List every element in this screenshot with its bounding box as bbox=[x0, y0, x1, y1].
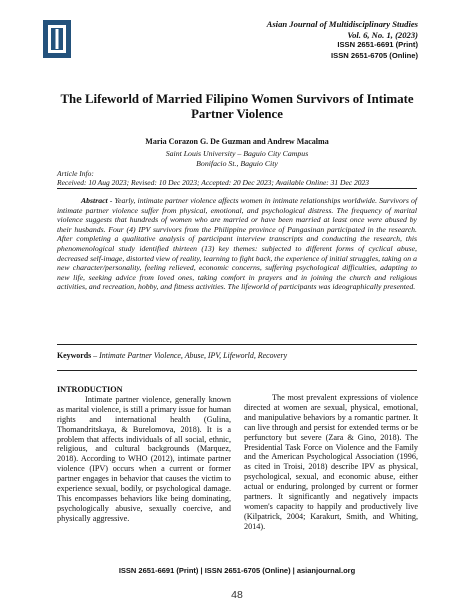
keywords-label: Keywords bbox=[57, 351, 92, 360]
column-right bbox=[244, 393, 418, 532]
keywords-text: Intimate Partner Violence, Abuse, IPV, Lifeworld, Recovery bbox=[99, 351, 288, 360]
abstract-text: - Yearly, intimate partner violence affects women in intimate relationships worldwide. Survivors of intimate partner violence suffer from physical, emotional, and psychological distress. The frequency of marital violence suggests that hundreds of women who are married or have been married at least once were abused by their husbands. Four (4) IPV survivors from the Philippine province of Pangasinan participated in the research. After completing a qualitative analysis of participant interview transcripts and conducting the research, this phenomenological study identified thirteen (13) key themes: subjected to different forms of cyclical abuse, decreased self-image, distorted view of reality, learning to fight back, the experience of initial struggles, taking on a new character/personality, feeling relieved, economic concerns, suffering psychological difficulties, adapting to new life, seeking advice from loved ones, taking comfort in prayers and in joining the church and religious activities, and recreation, hobby, and fitness activities. The lifeworld of participants was ideographically presented. bbox=[57, 196, 417, 292]
journal-logo bbox=[42, 19, 72, 59]
introduction-paragraph-2: The most prevalent expressions of violence directed at women are sexual, physical, emotional, and manipulative behaviors by a romantic partner. It can live through and persist for extended terms or be perfunctory but severe (Zara & Gino, 2018). The Presidential Task Force on Violence and the Family and the American Psychological Association (1996, as cited in Troisi, 2018) describe IPV as physical, psychological, sexual, and economic abuse, either actual or enduring, prolonged by current or former partners. It significantly and negatively impacts women's capacity to happily and productively live (Kilpatrick, 2004; Karakurt, Smith, and Whiting, 2014). bbox=[244, 393, 418, 531]
abstract-label: Abstract bbox=[81, 196, 108, 205]
introduction-heading: INTRODUCTION bbox=[57, 385, 123, 394]
issn-online: ISSN 2651-6705 (Online) bbox=[331, 50, 418, 60]
top-divider bbox=[57, 188, 417, 189]
article-dates: Received: 10 Aug 2023; Revised: 10 Dec 2023; Accepted: 20 Dec 2023; Available Online: 31 Dec 2023 bbox=[57, 178, 369, 187]
abstract-divider bbox=[57, 344, 417, 345]
authors: Maria Corazon G. De Guzman and Andrew Macalma bbox=[145, 137, 329, 146]
footer: ISSN 2651-6691 (Print) | ISSN 2651-6705 (Online) | asianjournal.org bbox=[118, 566, 356, 575]
journal-header bbox=[267, 19, 418, 61]
issn-print: ISSN 2651-6691 (Print) bbox=[337, 40, 418, 49]
introduction-paragraph-1: Intimate partner violence, generally known as marital violence, is still a primary issue for human rights and international health (Gulina, Thomandritskaya, & Burelomova, 2018). It is a problem that affects individuals of all social, ethnic, religious, and cultural backgrounds (Marquez, 2018). According to WHO (2012), intimate partner violence (IPV) occurs when a current or former partner engages in behavior that causes the victim to experience sexual, bodily, or psychological damage. This encompasses behaviors like being dominating, psychologically abusive, sexually coercive, and physically aggressive. bbox=[57, 394, 231, 523]
journal-volume: Vol. 6, No. 1, (2023) bbox=[347, 29, 418, 40]
abstract bbox=[57, 196, 417, 292]
affiliation-line-2: Bonifacio St., Baguio City bbox=[196, 159, 278, 168]
paper-title: The Lifeworld of Married Filipino Women Survivors of Intimate Partner Violence bbox=[60, 92, 414, 121]
page-number: 48 bbox=[231, 589, 243, 601]
affiliation-line-1: Saint Louis University – Baguio City Campus bbox=[165, 149, 309, 158]
keywords-separator: – bbox=[91, 351, 100, 360]
keywords-divider bbox=[57, 370, 417, 371]
keywords bbox=[57, 351, 287, 360]
column-left bbox=[57, 385, 231, 524]
article-info-label: Article Info: bbox=[57, 169, 94, 178]
journal-name: Asian Journal of Multidisciplinary Studies bbox=[266, 19, 418, 29]
